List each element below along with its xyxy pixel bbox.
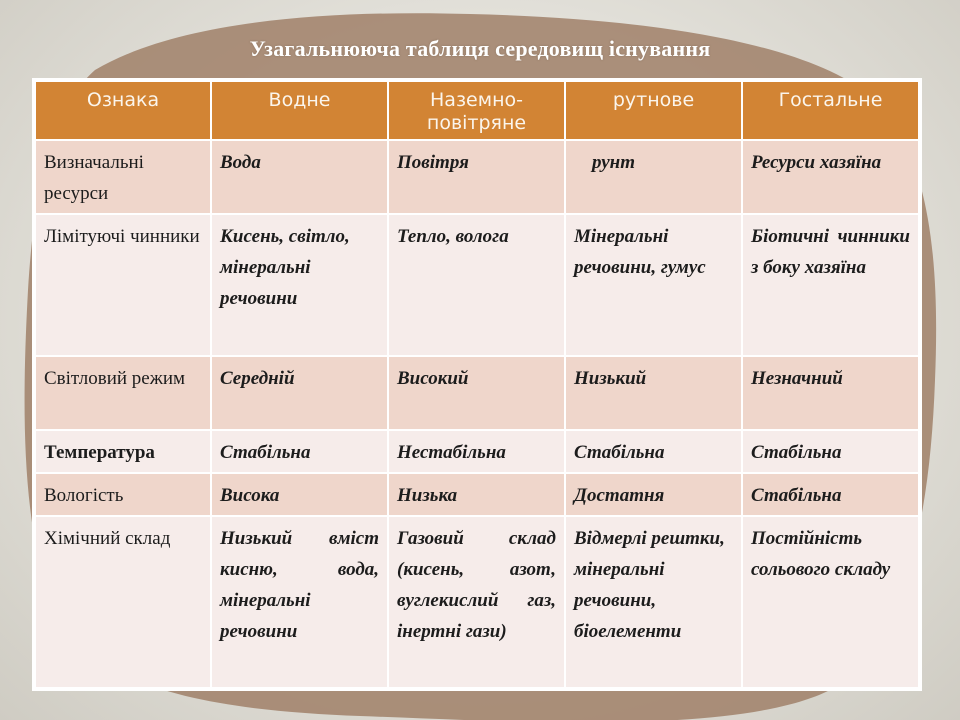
table-cell: Незначний bbox=[742, 356, 919, 430]
table-cell: Вода bbox=[211, 140, 388, 214]
table-cell: Висока bbox=[211, 473, 388, 516]
table-row bbox=[35, 140, 919, 214]
table-row bbox=[35, 356, 919, 430]
table-cell: Нестабільна bbox=[388, 430, 565, 473]
row-label: Визначальні ресурси bbox=[35, 140, 211, 214]
table-cell: Мінеральні речовини, гумус bbox=[565, 214, 742, 356]
table-cell: Низький bbox=[565, 356, 742, 430]
table-cell: Відмерлі рештки, мінеральні речовини, біоелементи bbox=[565, 516, 742, 688]
table-row bbox=[35, 516, 919, 688]
table-cell: Кисень, світло, мінеральні речовини bbox=[211, 214, 388, 356]
table-cell: Тепло, волога bbox=[388, 214, 565, 356]
table-row bbox=[35, 214, 919, 356]
row-label: Вологість bbox=[35, 473, 211, 516]
table-cell: Газовий склад (кисень, азот, вуглекислий газ, інертні гази) bbox=[388, 516, 565, 688]
table-cell: Середній bbox=[211, 356, 388, 430]
table-cell: рунт bbox=[565, 140, 742, 214]
table-cell: Низький вміст кисню, вода, мінеральні речовини bbox=[211, 516, 388, 688]
table-cell: Високий bbox=[388, 356, 565, 430]
row-label: Температура bbox=[35, 430, 211, 473]
table-cell: Стабільна bbox=[211, 430, 388, 473]
table-row bbox=[35, 473, 919, 516]
table-cell: Ресурси хазяїна bbox=[742, 140, 919, 214]
row-label: Хімічний склад bbox=[35, 516, 211, 688]
table-cell: Стабільна bbox=[742, 430, 919, 473]
table-header-row bbox=[35, 81, 919, 140]
header-host: Гостальне bbox=[742, 81, 919, 140]
header-terrestrial-air: Наземно-повітряне bbox=[388, 81, 565, 140]
table-row bbox=[35, 430, 919, 473]
table-cell: Постійність сольового складу bbox=[742, 516, 919, 688]
header-aquatic: Водне bbox=[211, 81, 388, 140]
habitat-table bbox=[34, 80, 920, 689]
row-label: Лімітуючі чинники bbox=[35, 214, 211, 356]
table-cell: Стабільна bbox=[565, 430, 742, 473]
table-cell: Стабільна bbox=[742, 473, 919, 516]
row-label: Світловий режим bbox=[35, 356, 211, 430]
table-cell: Біотичні чинники з боку хазяїна bbox=[742, 214, 919, 356]
page-title: Узагальнююча таблиця середовищ існування bbox=[249, 36, 711, 61]
table-cell: Достатня bbox=[565, 473, 742, 516]
table-cell: Повітря bbox=[388, 140, 565, 214]
table-cell: Низька bbox=[388, 473, 565, 516]
header-soil: рутнове bbox=[565, 81, 742, 140]
header-feature: Ознака bbox=[35, 81, 211, 140]
